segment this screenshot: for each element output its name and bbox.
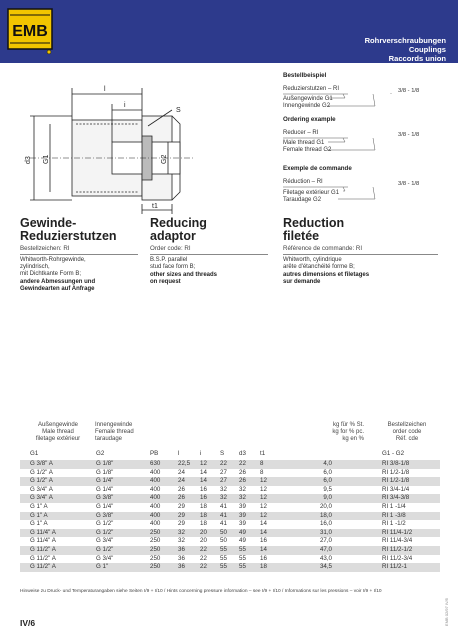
th-code-de: Bestellzeichen (387, 422, 427, 428)
column-header: S (220, 450, 225, 457)
desc-de-2: zylindrisch, (20, 264, 50, 270)
table-row (20, 537, 440, 546)
table-cell: RI 1/2-1/8 (382, 468, 410, 476)
table-cell: 6,0 (323, 477, 332, 485)
table-cell: G 1/2" A (30, 468, 53, 476)
table-cell: 24 (178, 477, 185, 485)
table-cell: 400 (150, 485, 161, 493)
table-cell: G 1" A (30, 511, 48, 519)
logo-text: EMB (12, 23, 48, 40)
table-row (20, 503, 440, 512)
table-cell: 29 (178, 520, 185, 528)
example-fr-line-3: Taraudage G2 (283, 197, 322, 203)
table-cell: 55 (220, 563, 227, 571)
order-de: Bestellzeichen: RI (20, 245, 70, 252)
table-cell: 36 (178, 563, 185, 571)
th-female-de: Innengewinde (95, 422, 133, 428)
table-cell: G 11/4" A (30, 528, 56, 536)
label-t1: t1 (152, 203, 158, 210)
label-i: i (124, 102, 126, 109)
table-cell: 400 (150, 494, 161, 502)
table-cell: G 11/2" A (30, 563, 56, 571)
table-cell: 32 (239, 485, 246, 493)
table-cell: 14 (260, 520, 267, 528)
table-cell: RI 3/4-3/8 (382, 494, 410, 502)
table-cell: 12 (260, 503, 267, 510)
table-cell: 55 (220, 546, 227, 553)
table-cell: 9,0 (323, 494, 332, 502)
example-fr-line-1: Réduction – RI (283, 179, 323, 185)
rule-fr (283, 254, 438, 255)
title-fr-1: Reduction (283, 216, 345, 230)
table-cell: G 1/4" (96, 477, 114, 485)
th-kg-en: kg for % pc. (332, 429, 364, 436)
table-cell: RI 1 -1/2 (382, 520, 406, 528)
label-g1: G1 (43, 154, 50, 164)
table-cell: G 1/2" A (30, 477, 53, 485)
table-cell: 14 (260, 528, 267, 536)
table-cell: 29 (178, 503, 185, 510)
column-header: d3 (239, 450, 246, 457)
rule-de (20, 254, 138, 255)
table-cell: 400 (150, 503, 161, 510)
footnote: Hinweise zu Druck- und Temperaturangaben siehe Seiten I/9 + I/10 / Hints concerning pressure information – see I/9 + I/10 / Informations sur les pressions – voir I/9 + I/10 (20, 589, 382, 594)
header-line-2: Couplings (408, 45, 446, 54)
example-fr-fraction: 3/8 - 1/8 (398, 181, 420, 187)
table-cell: 250 (150, 563, 161, 571)
table-cell: G 11/2" A (30, 546, 56, 553)
table-cell: 49 (239, 528, 246, 536)
desc-en-1: B.S.P. parallel (150, 257, 188, 263)
desc-en-2: stud face form B; (150, 264, 196, 270)
table-cell: G 1/4" (96, 503, 114, 510)
th-code-fr: Réf. cde (395, 436, 419, 443)
table-cell: 18 (200, 503, 207, 510)
table-cell: 12 (260, 477, 267, 485)
table-row (20, 477, 440, 486)
table-row (20, 494, 440, 503)
title-en-2: adaptor (150, 229, 196, 243)
table-cell: G 11/2" A (30, 554, 56, 562)
title-de-1: Gewinde- (20, 216, 77, 230)
table-cell: G 11/4" A (30, 537, 56, 545)
table-cell: 22,5 (178, 460, 191, 467)
bold-de-2: Gewindearten auf Anfrage (20, 286, 95, 292)
table-row (20, 546, 440, 555)
table-row (20, 563, 440, 572)
table-cell: RI 1/2-1/8 (382, 477, 410, 485)
table-cell: RI 11/2-1 (382, 563, 407, 571)
example-title-en: Ordering example (283, 116, 336, 123)
column-header: i (200, 450, 202, 457)
bold-en-2: on request (150, 279, 181, 285)
table-cell: 43,0 (319, 554, 332, 562)
table-cell: 50 (220, 528, 227, 536)
table-cell: 36 (178, 554, 185, 562)
table-cell: 22 (220, 460, 227, 467)
column-header: PB (150, 450, 159, 457)
example-de-fraction: 3/8 - 1/8 (398, 88, 420, 94)
example-en-line-1: Reducer – RI (283, 130, 319, 136)
table-cell: 9,5 (323, 485, 332, 493)
th-male-fr: filetage extérieur (35, 436, 81, 443)
table-cell: 27 (220, 477, 227, 485)
table-cell: 55 (239, 546, 246, 553)
bold-fr-1: autres dimensions et filetages (283, 272, 370, 278)
table-cell: 22 (200, 554, 207, 562)
column-header: G1 - G2 (382, 450, 405, 457)
table-cell: 16,0 (319, 520, 332, 528)
desc-de-1: Whitworth-Rohrgewinde, (20, 257, 86, 263)
table-cell: 400 (150, 468, 161, 476)
th-female-en: Female thread (95, 429, 134, 436)
table-cell: G 3/4" (96, 537, 114, 545)
table-cell: 250 (150, 528, 161, 536)
example-fr-line-2: Filetage extérieur G1 (283, 190, 340, 196)
emb-logo (7, 8, 53, 55)
th-code-en: order code (392, 429, 422, 436)
table-cell: G 3/8" (96, 511, 114, 519)
table-cell: 32 (178, 528, 185, 536)
table-cell: 32 (178, 537, 185, 545)
th-kg-de: kg für % St. (332, 422, 364, 428)
table-cell: 41 (220, 503, 227, 510)
table-cell: 26 (178, 494, 185, 502)
table-cell: G 1/2" (96, 520, 114, 528)
table-cell: 39 (239, 503, 246, 510)
table-cell: 14 (260, 546, 267, 553)
page-number: IV/6 (20, 618, 36, 628)
table-cell: 55 (239, 563, 246, 571)
table-cell: RI 11/4-1/2 (382, 528, 413, 536)
table-cell: 29 (178, 511, 185, 519)
table-cell: 32 (239, 494, 246, 502)
table-row (20, 486, 440, 495)
table-cell: 39 (239, 520, 246, 528)
table-cell: 16 (260, 554, 267, 562)
table-cell: 20 (200, 528, 207, 536)
table-cell: 22 (200, 563, 207, 571)
table-cell: 18 (200, 511, 207, 519)
table-cell: 18,0 (319, 511, 332, 519)
table-cell: G 1" A (30, 503, 48, 510)
title-fr-2: filetée (283, 229, 320, 243)
table-cell: 400 (150, 511, 161, 519)
table-cell: 16 (260, 537, 267, 545)
table-cell: 20 (200, 537, 207, 545)
table-cell: RI 11/2-1/2 (382, 546, 413, 553)
desc-de-3: mit Dichtkante Form B; (20, 271, 82, 277)
header-line-1: Rohrverschraubungen (364, 36, 446, 45)
table-cell: 49 (239, 537, 246, 545)
document-code: EMB 02/97 IV/5 (444, 597, 449, 626)
table-cell: 12 (260, 511, 267, 519)
table-cell: 22 (239, 460, 246, 467)
table-cell: 36 (178, 546, 185, 553)
table-cell: G 1/8" (96, 460, 114, 467)
table-cell: RI 3/4-1/4 (382, 485, 410, 493)
desc-fr-2: arête d'étanchéité forme B; (283, 264, 355, 270)
desc-fr-1: Whitworth, cylindrique (283, 257, 342, 263)
table-cell: G 3/4" A (30, 494, 53, 502)
column-header: t1 (260, 450, 266, 457)
table-row (20, 520, 440, 529)
th-kg-fr: kg en % (342, 436, 364, 443)
table-cell: 47,0 (319, 546, 332, 553)
table-cell: 50 (220, 537, 227, 545)
table-cell: 32 (220, 494, 227, 502)
example-title-de: Bestellbeispiel (283, 72, 327, 79)
table-cell: 27,0 (319, 537, 332, 545)
table-cell: RI 1 -3/8 (382, 511, 406, 519)
example-en-fraction: 3/8 - 1/8 (398, 132, 420, 138)
column-header: G2 (96, 450, 105, 457)
table-cell: 26 (239, 468, 246, 476)
table-row (20, 529, 440, 538)
table-cell: 32 (220, 485, 227, 493)
table-cell: G 1" (96, 563, 109, 571)
th-female-fr: taraudage (95, 436, 123, 443)
table-cell: 24 (178, 468, 185, 476)
table-cell: 6,0 (323, 468, 332, 476)
table-cell: RI 11/4-3/4 (382, 537, 413, 545)
table-cell: 55 (220, 554, 227, 562)
table-cell: 12 (260, 485, 267, 493)
table-cell: 41 (220, 520, 227, 528)
table-cell: 400 (150, 477, 161, 485)
label-l: l (104, 86, 106, 93)
order-fr: Référence de commande: RI (283, 245, 363, 252)
example-en-line-3: Female thread G2 (283, 147, 332, 153)
table-row (20, 469, 440, 478)
table-cell: G 1/8" (96, 468, 114, 476)
technical-drawing (20, 80, 275, 215)
table-cell: 39 (239, 511, 246, 519)
table-cell: 18 (200, 520, 207, 528)
table-cell: 14 (200, 468, 207, 476)
rule-en (150, 254, 268, 255)
table-cell: 630 (150, 460, 161, 467)
label-s: S (176, 107, 181, 114)
column-header: l (178, 450, 180, 457)
bold-en-1: other sizes and threads (150, 272, 218, 278)
table-cell: 4,0 (323, 460, 332, 467)
example-de-line-3: Innengewinde G2 (283, 103, 331, 109)
column-header-row (20, 450, 440, 460)
table-cell: 16 (200, 494, 207, 502)
table-cell: 18 (260, 563, 267, 571)
table-cell: G 1/2" (96, 528, 114, 536)
bold-fr-2: sur demande (283, 279, 321, 285)
title-de-2: Reduzierstutzen (20, 229, 117, 243)
table-cell: 26 (239, 477, 246, 485)
th-male-en: Male thread (42, 429, 74, 436)
label-g2: G2 (161, 154, 168, 164)
column-header: G1 (30, 450, 39, 457)
table-cell: 41 (220, 511, 227, 519)
table-cell: RI 11/2-3/4 (382, 554, 413, 562)
table-cell: G 1" A (30, 520, 48, 528)
th-male-de: Außengewinde (37, 422, 79, 428)
table-cell: 26 (178, 485, 185, 493)
table-cell: 34,5 (319, 563, 332, 571)
header-line-3: Raccords union (388, 54, 446, 63)
table-cell: 20,0 (319, 503, 332, 510)
table-row (20, 460, 440, 469)
label-d3: d3 (25, 156, 32, 164)
bold-de-1: andere Abmessungen und (20, 279, 96, 285)
table-cell: 12 (200, 460, 207, 467)
table-cell: 27 (220, 468, 227, 476)
table-cell: 31,0 (319, 528, 332, 536)
example-title-fr: Exemple de commande (283, 165, 352, 172)
title-en-1: Reducing (150, 216, 207, 230)
table-cell: 55 (239, 554, 246, 562)
table-cell: 250 (150, 537, 161, 545)
table-cell: 250 (150, 554, 161, 562)
example-en-line-2: Male thread G1 (283, 140, 325, 146)
table-cell: G 3/4" (96, 554, 114, 562)
table-cell: G 3/8" (96, 494, 114, 502)
table-cell: 16 (200, 485, 207, 493)
table-cell: G 1/2" (96, 546, 114, 553)
table-row (20, 555, 440, 564)
table-cell: RI 3/8-1/8 (382, 460, 410, 467)
table-cell: RI 1 -1/4 (382, 503, 406, 510)
table-cell: 8 (260, 468, 264, 476)
table-cell: 12 (260, 494, 267, 502)
table-cell: G 1/4" (96, 485, 114, 493)
example-de-line-2: Außengewinde G1 (283, 96, 333, 102)
table-cell: 8 (260, 460, 264, 467)
table-cell: 250 (150, 546, 161, 553)
table-cell: 22 (200, 546, 207, 553)
table-cell: G 3/8" A (30, 460, 53, 467)
example-de-line-1: Reduzierstutzen – RI (283, 86, 340, 92)
order-en: Order code: RI (150, 245, 191, 252)
table-cell: G 3/4" A (30, 485, 53, 493)
table-row (20, 512, 440, 521)
table-cell: 14 (200, 477, 207, 485)
table-cell: 400 (150, 520, 161, 528)
